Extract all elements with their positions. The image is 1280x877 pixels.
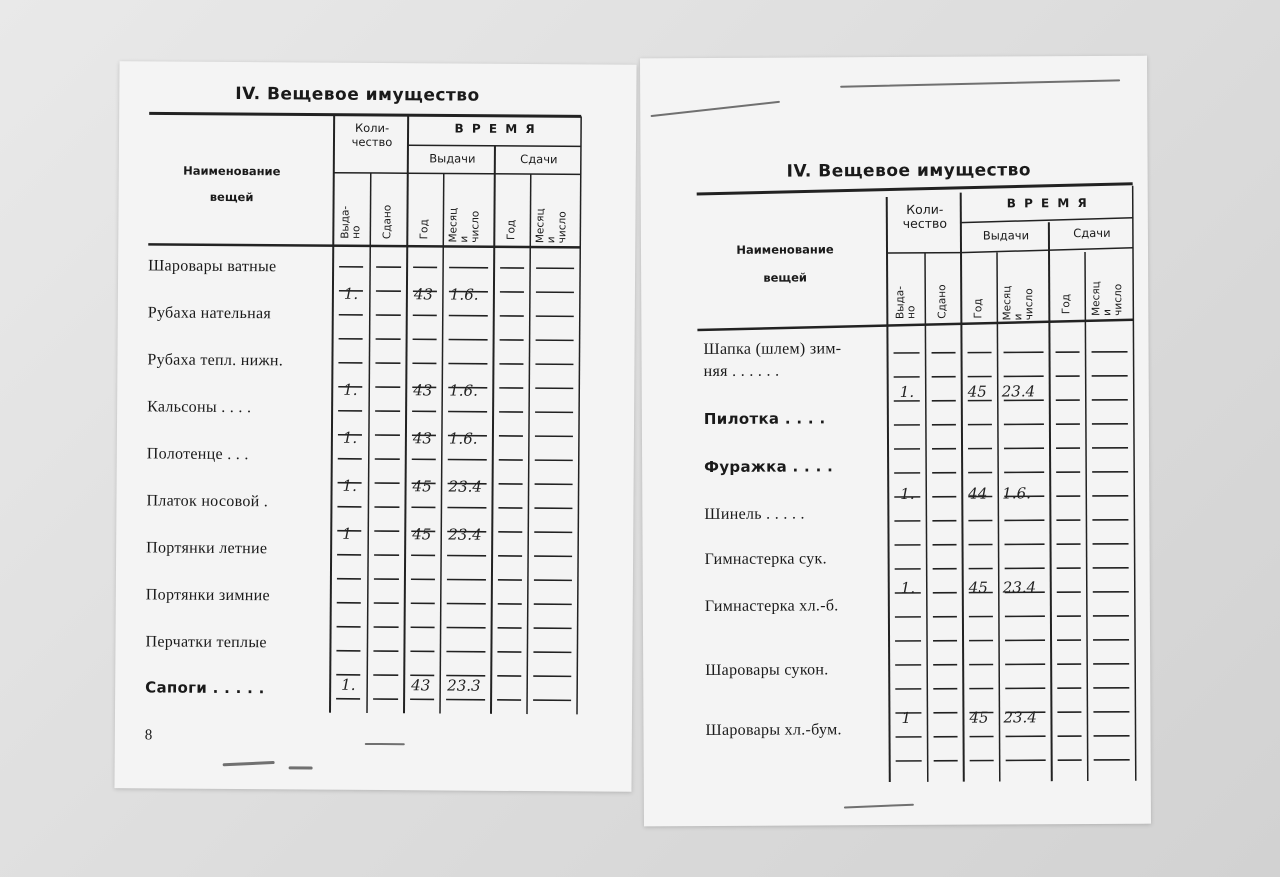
item-name: Шаровары ватные bbox=[148, 257, 277, 276]
issue-year: 43 bbox=[412, 429, 433, 448]
item-name: Фуражка . . . . bbox=[704, 457, 834, 477]
qty-issued: 1. bbox=[899, 382, 915, 401]
ink-smudge bbox=[289, 766, 313, 769]
return-group-header: Сдачи bbox=[1073, 225, 1111, 241]
issue-date: 23.4 bbox=[1002, 578, 1037, 597]
item-name: Шаровары сукон. bbox=[705, 661, 829, 679]
name-column-header: Наименование вещей bbox=[183, 163, 281, 205]
item-name-continued: няя . . . . . . bbox=[703, 362, 780, 381]
return-group-header: Сдачи bbox=[520, 152, 558, 167]
item-name: Гимнастерка сук. bbox=[704, 550, 827, 569]
item-name: Сапоги . . . . . bbox=[145, 678, 265, 698]
issue-date: 23.4 bbox=[1001, 382, 1036, 401]
issue-year: 44 bbox=[968, 484, 988, 503]
issue-year: 43 bbox=[413, 285, 434, 304]
item-name: Рубаха нательная bbox=[147, 304, 272, 323]
qty-issued: 1 bbox=[342, 524, 352, 543]
item-name: Перчатки теплые bbox=[145, 633, 267, 652]
name-column-header: Наименование вещей bbox=[736, 242, 834, 285]
issue-year: 45 bbox=[412, 477, 432, 496]
issue-year: 43 bbox=[413, 381, 433, 400]
issue-date: 1.6. bbox=[448, 429, 478, 448]
issue-date: 23.4 bbox=[448, 525, 482, 544]
qty-issued: 1 bbox=[901, 708, 912, 727]
issued-header: Выда- но bbox=[894, 285, 918, 320]
qty-issued: 1. bbox=[342, 428, 358, 447]
item-name: Шаровары хл.-бум. bbox=[705, 721, 842, 739]
quantity-header: Коли- чество bbox=[351, 120, 393, 150]
item-name: Шинель . . . . . bbox=[704, 505, 805, 524]
qty-issued: 1. bbox=[343, 380, 358, 399]
time-header: В Р Е М Я bbox=[1006, 195, 1089, 211]
issue-group-header: Выдачи bbox=[429, 151, 476, 166]
qty-issued: 1. bbox=[900, 484, 915, 503]
month-day-header: Месяц и число bbox=[447, 207, 482, 243]
issue-date: 1.6. bbox=[1002, 484, 1031, 503]
item-name: Портянки зимние bbox=[145, 586, 271, 605]
item-name: Кальсоны . . . . bbox=[147, 398, 252, 417]
issue-group-header: Выдачи bbox=[982, 228, 1030, 243]
issue-year: 45 bbox=[412, 525, 432, 544]
item-name: Рубаха тепл. нижн. bbox=[147, 351, 284, 370]
ink-smudge bbox=[365, 743, 405, 745]
item-name: Портянки летние bbox=[146, 539, 268, 558]
issue-date: 23.4 bbox=[448, 477, 483, 496]
returned-header: Сдано bbox=[381, 204, 394, 240]
page-number: 8 bbox=[144, 727, 153, 744]
year-header: Год bbox=[505, 219, 518, 240]
issue-date: 23.3 bbox=[447, 676, 481, 695]
right-card bbox=[640, 56, 1151, 827]
returned-header: Сдано bbox=[936, 284, 949, 319]
qty-issued: 1. bbox=[343, 284, 359, 303]
issue-year: 45 bbox=[967, 382, 987, 401]
qty-issued: 1. bbox=[900, 578, 916, 597]
issue-year: 45 bbox=[969, 708, 989, 727]
time-header: В Р Е М Я bbox=[454, 121, 537, 137]
item-name: Шапка (шлем) зим- bbox=[703, 340, 842, 359]
table-grid bbox=[640, 56, 1151, 827]
card-title: IV. Вещевое имущество bbox=[235, 84, 480, 106]
month-day-header: Месяц и число bbox=[1001, 285, 1036, 321]
issue-date: 1.6. bbox=[449, 381, 478, 400]
issue-year: 45 bbox=[968, 578, 988, 597]
year-header: Год bbox=[418, 219, 431, 240]
left-card bbox=[114, 61, 636, 792]
month-day-header: Месяц и число bbox=[534, 208, 569, 244]
issue-year: 43 bbox=[411, 676, 431, 695]
item-name: Полотенце . . . bbox=[146, 445, 249, 464]
item-name: Платок носовой . bbox=[146, 492, 269, 511]
issue-date: 1.6. bbox=[449, 285, 479, 304]
qty-issued: 1. bbox=[341, 675, 356, 694]
year-header: Год bbox=[972, 298, 985, 319]
item-name: Гимнастерка хл.-б. bbox=[704, 597, 839, 616]
card-title: IV. Вещевое имущество bbox=[786, 160, 1032, 182]
year-header: Год bbox=[1060, 293, 1073, 315]
month-day-header: Месяц и число bbox=[1090, 281, 1125, 316]
issue-date: 23.4 bbox=[1003, 708, 1037, 727]
quantity-header: Коли- чество bbox=[902, 201, 948, 231]
qty-issued: 1. bbox=[342, 476, 357, 495]
item-name: Пилотка . . . . bbox=[703, 409, 826, 429]
issued-header: Выда- но bbox=[339, 205, 363, 239]
